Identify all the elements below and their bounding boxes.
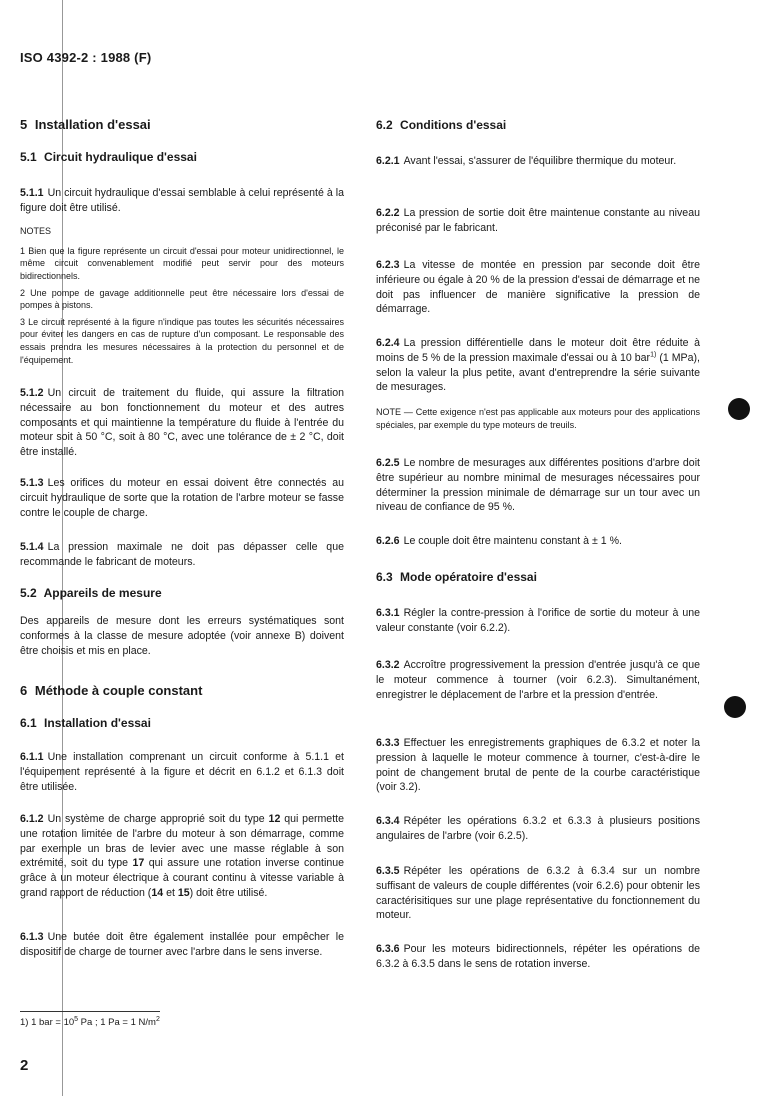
note-6-2-4: NOTE — Cette exigence n'est pas applicable aux moteurs pour des applications spéciales, par exemple du type moteurs de treuils. — [376, 407, 700, 430]
section-5-2-heading: 5.2 Appareils de mesure — [20, 586, 162, 600]
section-5-1-heading: 5.1 Circuit hydraulique d'essai — [20, 150, 197, 164]
paragraph-5-1-2: 5.1.2 Un circuit de traitement du fluide, qui assure la filtration nécessaire au bon fonctionnement du moteur et des autres composants et qui maintienne la température du fluide à l'entrée du moteur soit à 50 °C, soit à 80 °C, avec une tolérance de ± 2 °C, doit être installé. — [20, 387, 344, 459]
section-6-1-heading: 6.1 Installation d'essai — [20, 716, 151, 730]
section-6-2-heading: 6.2 Conditions d'essai — [376, 118, 507, 132]
paragraph-6-2-5: 6.2.5 Le nombre de mesurages aux différentes positions d'arbre doit être supérieur au nombre minimal de mesurages nécessaires pour déterminer la pression minimale de démarrage sur un tour avec un niveau de confiance de 95 %. — [376, 457, 700, 514]
paragraph-6-1-2: 6.1.2 Un système de charge approprié soit du type 12 qui permette une rotation limitée de l'arbre du moteur à son démarrage, comme par exemple un bras de levier avec une masse réglable à son extrémité, soit du type 17 qui assure une rotation inverse continue grâce à un moteur électrique à courant continu à vitesse variable à grand rapport de réduction (14 et 15) doit être utilisé. — [20, 813, 344, 899]
note-1: 1 Bien que la figure représente un circuit d'essai pour moteur unidirectionnel, le même circuit convenablement modifié peut servir pour des moteurs bidirectionnels. — [20, 245, 344, 281]
paragraph-6-3-3: 6.3.3 Effectuer les enregistrements graphiques de 6.3.2 et noter la pression à laquelle le moteur commence à tourner, c'est-à-dire le point de changement brutal de pente de la courbe caractéristique (voir 3.2). — [376, 737, 700, 794]
paragraph-6-3-5: 6.3.5 Répéter les opérations de 6.3.2 à 6.3.4 sur un nombre suffisant de valeurs de couple différentes (voir 6.2.6) pour obtenir les caractérisitiques sur une plage représentative du fonctionnement du moteur. — [376, 865, 700, 922]
paragraph-6-3-1: 6.3.1 Régler la contre-pression à l'orifice de sortie du moteur à une valeur constante (voir 6.2.2). — [376, 607, 700, 634]
section-5-heading: 5 Installation d'essai — [20, 117, 151, 132]
paragraph-6-3-2: 6.3.2 Accroître progressivement la pression d'entrée jusqu'à ce que le moteur commence à tourner (voir 6.2.3). Simultanément, enregistrer le déplacement de l'arbre et la pression d'entrée. — [376, 659, 700, 701]
paragraph-5-1-4: 5.1.4 La pression maximale ne doit pas dépasser celle que recommande le fabricant de moteurs. — [20, 541, 344, 568]
notes-block — [20, 224, 344, 366]
paragraph-6-1-3: 6.1.3 Une butée doit être également installée pour empêcher le dispositif de charge de tourner avec l'arbre dans le sens inverse. — [20, 931, 344, 958]
notes-title: NOTES — [20, 226, 52, 236]
note-3: 3 Le circuit représenté à la figure n'indique pas toutes les sécurités nécessaires pour éviter les dangers en cas de rupture d'un composant. Le responsable des essais prendra les mesures nécessaires à la protection du personnel et de l'équipement. — [20, 316, 344, 365]
paragraph-6-2-2: 6.2.2 La pression de sortie doit être maintenue constante au niveau préconisé par le fabricant. — [376, 207, 700, 234]
paragraph-5-1-1: 5.1.1 Un circuit hydraulique d'essai semblable à celui représenté à la figure doit être utilisé. — [20, 187, 344, 214]
paragraph-5-1-3: 5.1.3 Les orifices du moteur en essai doivent être connectés au circuit hydraulique de sorte que la rotation de l'arbre moteur se fasse contre le couple de charge. — [20, 477, 344, 519]
section-6-heading: 6 Méthode à couple constant — [20, 683, 203, 698]
paragraph-6-2-6: 6.2.6 Le couple doit être maintenu constant à ± 1 %. — [376, 535, 622, 547]
paragraph-6-2-3: 6.2.3 La vitesse de montée en pression par seconde doit être inférieure ou égale à 20 % de la pression d'essai de démarrage et ne doit pas influencer de manière significative la pression de démarrage. — [376, 259, 700, 316]
paragraph-5-2: Des appareils de mesure dont les erreurs systématiques sont conformes à la classe de mesure adoptée (voir annexe B) doivent être choisis et mis en place. — [20, 615, 344, 657]
paragraph-6-3-4: 6.3.4 Répéter les opérations 6.3.2 et 6.3.3 à plusieurs positions angulaires de l'arbre (voir 6.2.5). — [376, 815, 700, 842]
punch-hole-top — [728, 398, 750, 420]
paragraph-6-2-1: 6.2.1 Avant l'essai, s'assurer de l'équilibre thermique du moteur. — [376, 155, 677, 167]
footnote-rule — [20, 1011, 160, 1012]
footnote: 1) 1 bar = $10^5$ Pa ; 1 Pa = 1 $N/m^2$ — [20, 1015, 160, 1028]
paragraph-6-3-6: 6.3.6 Pour les moteurs bidirectionnels, répéter les opérations de 6.3.2 à 6.3.5 dans le sens de rotation inverse. — [376, 943, 700, 970]
paragraph-6-2-4: 6.2.4 La pression différentielle dans le moteur doit être réduite à moins de 5 % de la pression maximale d'essai ou à 10 bar$^{1)}$ (1 MPa), selon la valeur la plus petite, avant d'entreprendre la série suivante de mesurages. — [376, 337, 700, 394]
page-header: ISO 4392-2 : 1988 (F) — [20, 50, 152, 65]
section-6-3-heading: 6.3 Mode opératoire d'essai — [376, 570, 537, 584]
note-2: 2 Une pompe de gavage additionnelle peut être nécessaire lors d'essai de pompes à pistons. — [20, 287, 344, 311]
paragraph-6-1-1: 6.1.1 Une installation comprenant un circuit conforme à 5.1.1 et l'équipement représenté à la figure et décrit en 6.1.2 et 6.1.3 doit être utilisée. — [20, 751, 344, 793]
punch-hole-bottom — [724, 696, 746, 718]
page-number: 2 — [20, 1057, 29, 1074]
